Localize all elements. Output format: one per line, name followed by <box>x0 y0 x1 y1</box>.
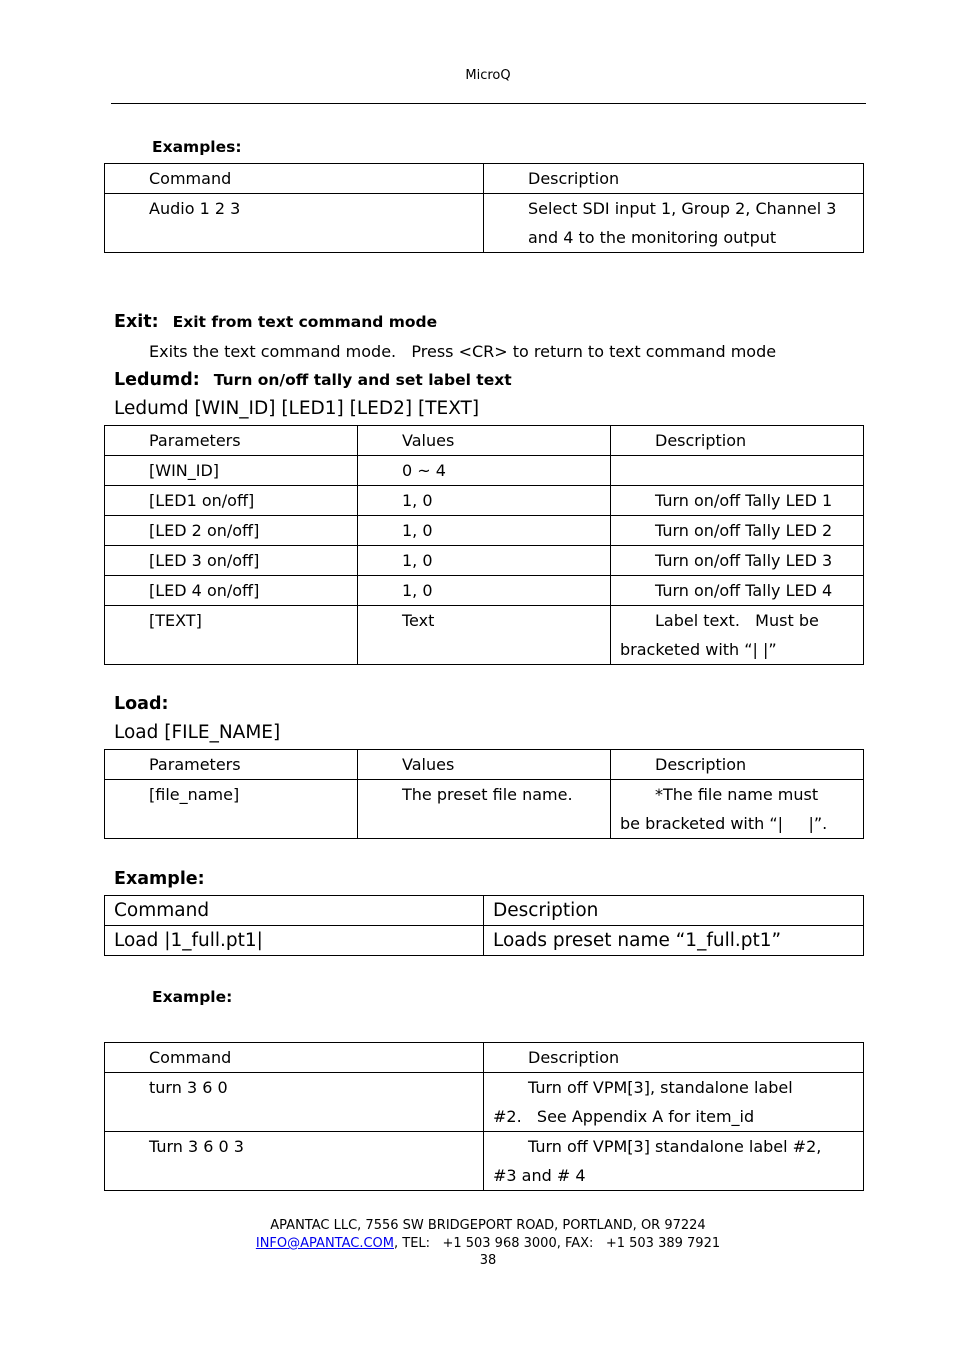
cell-parameter: [LED 4 on/off] <box>105 576 358 606</box>
header-cell-parameters: Parameters <box>105 426 358 456</box>
header-cell-description: Description <box>484 1043 864 1073</box>
table-row <box>105 546 864 576</box>
cell-description: Turn on/off Tally LED 2 <box>611 516 864 546</box>
table-row <box>105 194 864 253</box>
cell-description: Select SDI input 1, Group 2, Channel 3 and 4 to the monitoring output <box>484 194 864 253</box>
cell-value: 0 ~ 4 <box>358 456 611 486</box>
example-label: Example: <box>114 869 205 889</box>
table-header-row <box>105 750 864 780</box>
table-row <box>105 926 864 956</box>
example-label: Example: <box>152 988 233 1006</box>
ledumd-title: Ledumd: <box>114 370 200 390</box>
cell-description <box>611 780 864 839</box>
cell-description-line1: Turn off VPM[3] standalone label #2, <box>528 1137 822 1156</box>
table-row <box>105 486 864 516</box>
examples-table <box>104 163 864 253</box>
ledumd-heading <box>114 370 512 390</box>
turn-example-table <box>104 1042 864 1191</box>
table-header-row <box>105 164 864 194</box>
table-header-row <box>105 426 864 456</box>
header-cell-values: Values <box>358 750 611 780</box>
load-table <box>104 749 864 839</box>
header-cell-description: Description <box>484 896 864 926</box>
load-syntax: Load [FILE_NAME] <box>114 722 281 743</box>
ledumd-subtitle: Turn on/off tally and set label text <box>213 371 512 389</box>
cell-description <box>484 1073 864 1132</box>
cell-description <box>611 456 864 486</box>
cell-description: Loads preset name “1_full.pt1” <box>484 926 864 956</box>
cell-parameter: [LED 3 on/off] <box>105 546 358 576</box>
cell-command: Load |1_full.pt1| <box>105 926 484 956</box>
table-header-row <box>105 896 864 926</box>
table-row <box>105 576 864 606</box>
page-header-title: MicroQ <box>465 68 511 83</box>
header-cell-description: Description <box>611 426 864 456</box>
cell-description: Turn on/off Tally LED 3 <box>611 546 864 576</box>
cell-value: 1, 0 <box>358 516 611 546</box>
header-cell-command: Command <box>105 164 484 194</box>
header-cell-command: Command <box>105 1043 484 1073</box>
ledumd-table <box>104 425 864 665</box>
cell-value: 1, 0 <box>358 576 611 606</box>
cell-value: 1, 0 <box>358 486 611 516</box>
cell-description-line1: Label text. Must be <box>655 611 819 630</box>
table-row <box>105 606 864 665</box>
table-row <box>105 1132 864 1191</box>
cell-description-line1: Turn off VPM[3], standalone label <box>528 1078 793 1097</box>
header-cell-parameters: Parameters <box>105 750 358 780</box>
exit-title: Exit: <box>114 312 159 332</box>
exit-description: Exits the text command mode. Press <CR> to return to text command mode <box>149 342 777 361</box>
table-row <box>105 1073 864 1132</box>
cell-command: Audio 1 2 3 <box>105 194 484 253</box>
example-table <box>104 895 864 956</box>
exit-subtitle: Exit from text command mode <box>172 313 438 331</box>
cell-parameter: [LED 2 on/off] <box>105 516 358 546</box>
footer-email-link[interactable]: INFO@APANTAC.COM <box>255 1236 394 1251</box>
header-cell-values: Values <box>358 426 611 456</box>
cell-description <box>611 606 864 665</box>
table-row <box>105 456 864 486</box>
table-row <box>105 780 864 839</box>
cell-command: Turn 3 6 0 3 <box>105 1132 484 1191</box>
header-rule <box>111 103 866 104</box>
cell-command: turn 3 6 0 <box>105 1073 484 1132</box>
cell-value: Text <box>358 606 611 665</box>
cell-description: Turn on/off Tally LED 1 <box>611 486 864 516</box>
cell-description-line2: be bracketed with “| |”. <box>620 814 828 833</box>
cell-description <box>484 1132 864 1191</box>
cell-parameter: [LED1 on/off] <box>105 486 358 516</box>
cell-value: The preset file name. <box>358 780 611 839</box>
cell-value: 1, 0 <box>358 546 611 576</box>
cell-description-line2: bracketed with “| |” <box>620 640 777 659</box>
header-cell-command: Command <box>105 896 484 926</box>
load-title: Load: <box>114 694 169 714</box>
footer-contact: , TEL: +1 503 968 3000, FAX: +1 503 389 7921 <box>394 1236 721 1251</box>
header-cell-description: Description <box>484 164 864 194</box>
cell-parameter: [WIN_ID] <box>105 456 358 486</box>
table-row <box>105 516 864 546</box>
cell-parameter: [file_name] <box>105 780 358 839</box>
exit-heading <box>114 312 437 332</box>
table-header-row <box>105 1043 864 1073</box>
footer-address: APANTAC LLC, 7556 SW BRIDGEPORT ROAD, PORTLAND, OR 97224 <box>270 1218 706 1233</box>
cell-description-line2: #2. See Appendix A for item_id <box>493 1107 755 1126</box>
footer-contact-line <box>0 1235 954 1252</box>
ledumd-syntax: Ledumd [WIN_ID] [LED1] [LED2] [TEXT] <box>114 398 480 419</box>
page-number: 38 <box>479 1253 497 1268</box>
cell-description-line2: #3 and # 4 <box>493 1166 586 1185</box>
cell-description-line1: *The file name must <box>655 785 819 804</box>
cell-description: Turn on/off Tally LED 4 <box>611 576 864 606</box>
examples-label: Examples: <box>152 138 242 156</box>
cell-parameter: [TEXT] <box>105 606 358 665</box>
header-cell-description: Description <box>611 750 864 780</box>
